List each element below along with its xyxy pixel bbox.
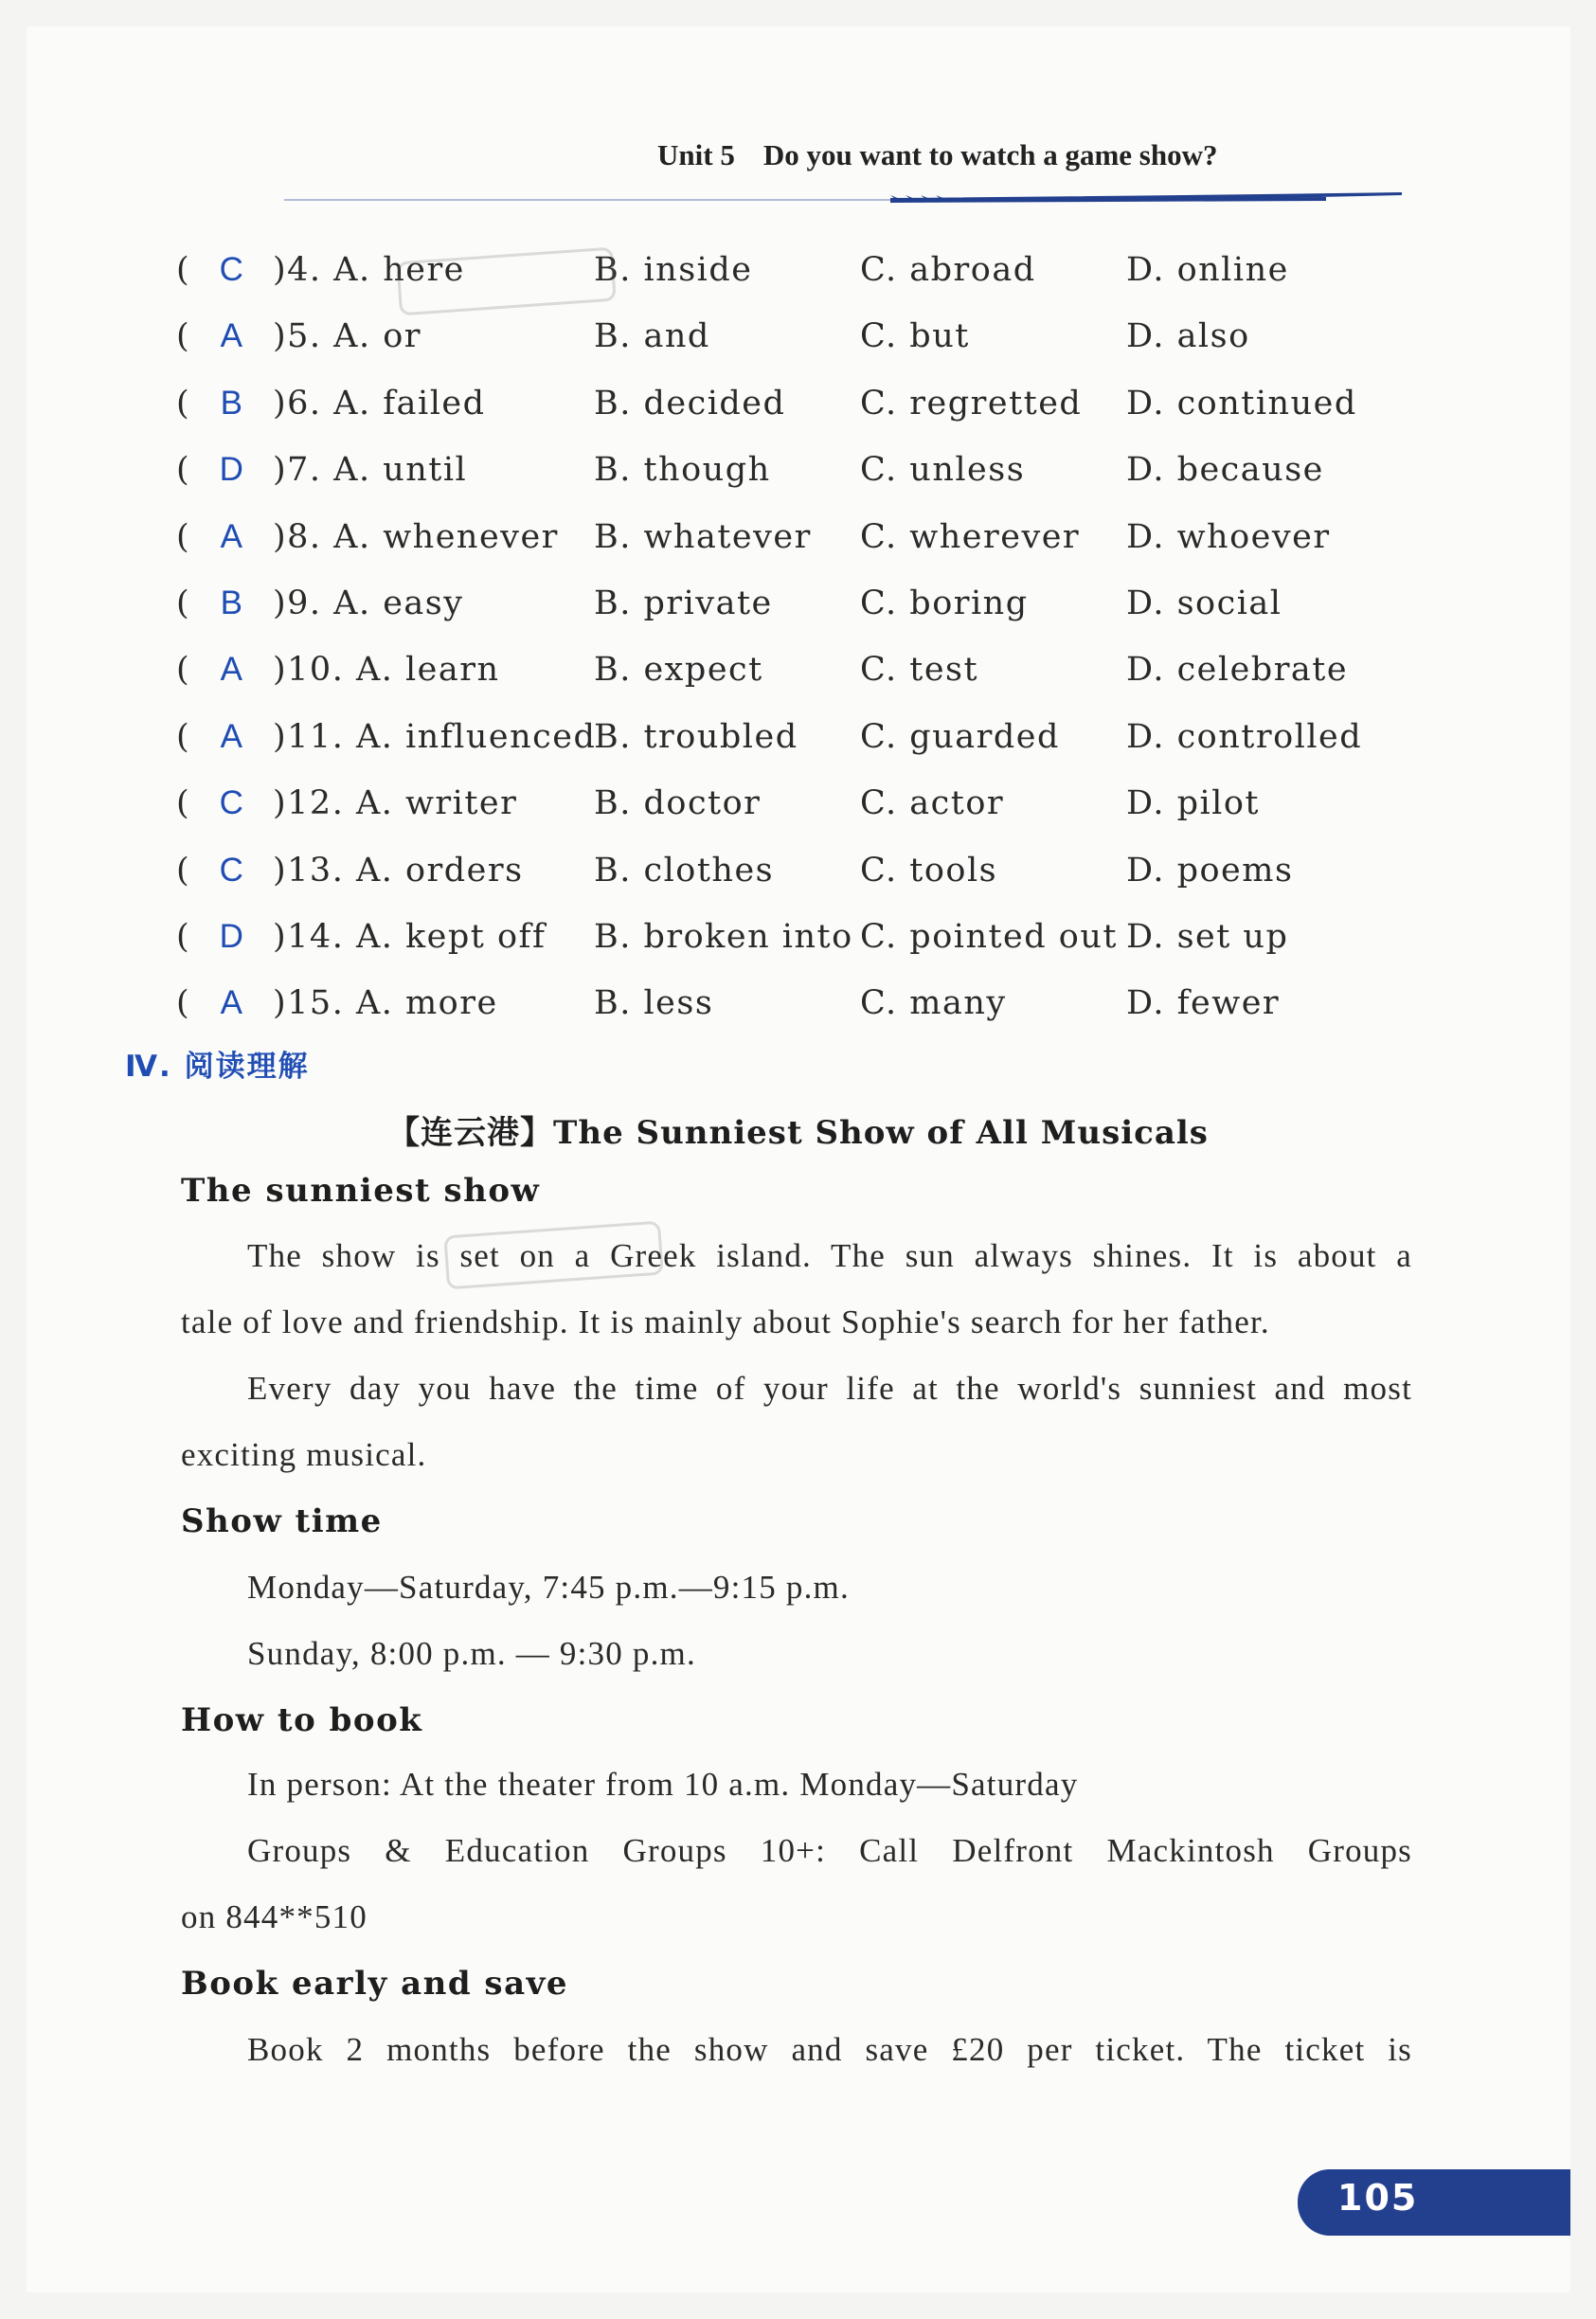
answer-letter: A: [220, 651, 244, 689]
answer-letter: D: [219, 917, 245, 955]
header-rule: [284, 192, 1402, 206]
booking-phone: on 844**510: [181, 1898, 368, 1935]
option-d: D. celebrate: [1126, 651, 1349, 690]
question-row: [0, 842, 1596, 908]
option-d: D. online: [1126, 251, 1289, 289]
option-b: B. private: [594, 584, 773, 622]
paren-open: (: [176, 584, 191, 622]
option-a: )11. A. influenced: [273, 717, 597, 756]
answer-letter: B: [220, 384, 244, 422]
option-c: C. pointed out: [860, 917, 1118, 956]
answer-letter: A: [220, 517, 244, 555]
paragraph-line: tale of love and friendship. It is mainly about Sophie's search for her father.: [181, 1303, 1270, 1340]
option-b: B. though: [594, 451, 771, 490]
question-row: [0, 375, 1596, 441]
question-list: [0, 242, 1596, 1042]
answer-letter: B: [220, 584, 244, 621]
option-a: )9. A. easy: [273, 584, 464, 622]
option-b: B. whatever: [594, 517, 812, 556]
subheading-how-to-book: How to book: [181, 1701, 423, 1739]
option-a: )8. A. whenever: [273, 517, 559, 556]
option-d: D. continued: [1126, 384, 1357, 422]
paren-open: (: [176, 651, 191, 690]
booking-groups: Groups & Education Groups 10+: Call Delfront Mackintosh Groups: [247, 1832, 1412, 1869]
option-d: D. whoever: [1126, 517, 1331, 556]
option-c: C. unless: [860, 451, 1026, 490]
option-a: )14. A. kept off: [273, 917, 547, 956]
question-row: [0, 509, 1596, 575]
paragraph-line: Every day you have the time of your life at the world's sunniest and most: [247, 1370, 1412, 1407]
option-d: D. because: [1126, 451, 1324, 490]
answer-letter: A: [220, 317, 244, 355]
option-d: D. set up: [1126, 917, 1289, 956]
option-c: C. guarded: [860, 717, 1060, 756]
show-time-sunday: Sunday, 8:00 p.m. — 9:30 p.m.: [247, 1635, 696, 1672]
paren-open: (: [176, 451, 191, 490]
paren-open: (: [176, 984, 191, 1023]
option-d: D. also: [1126, 317, 1250, 356]
option-d: D. fewer: [1126, 984, 1281, 1023]
paren-open: (: [176, 851, 191, 890]
option-b: B. decided: [594, 384, 786, 422]
paragraph-line: exciting musical.: [181, 1436, 427, 1473]
passage-title: 【连云港】The Sunniest Show of All Musicals: [387, 1114, 1209, 1152]
answer-letter: D: [219, 451, 245, 489]
option-b: B. clothes: [594, 851, 775, 890]
option-b: B. expect: [594, 651, 763, 690]
subheading-sunniest-show: The sunniest show: [181, 1172, 541, 1210]
question-row: [0, 908, 1596, 975]
option-d: D. social: [1126, 584, 1282, 622]
question-row: [0, 575, 1596, 641]
option-b: B. troubled: [594, 717, 798, 756]
answer-letter: C: [219, 851, 245, 889]
paren-open: (: [176, 317, 191, 356]
option-c: C. test: [860, 651, 979, 690]
option-a: )10. A. learn: [273, 651, 500, 690]
page-number: 105: [1337, 2177, 1419, 2219]
option-a: )6. A. failed: [273, 384, 486, 422]
option-b: B. less: [594, 984, 714, 1023]
option-a: )12. A. writer: [273, 784, 518, 823]
unit-title: Do you want to watch a game show?: [762, 138, 1218, 171]
option-a: )4. A. here: [273, 251, 465, 289]
option-c: C. actor: [860, 784, 1005, 823]
option-b: B. inside: [594, 251, 753, 289]
save-line: Book 2 months before the show and save £20 per ticket. The ticket is: [247, 2031, 1412, 2068]
option-c: C. but: [860, 317, 970, 356]
option-c: C. tools: [860, 851, 998, 890]
paren-open: (: [176, 917, 191, 956]
subheading-book-early: Book early and save: [181, 1965, 568, 2003]
show-time-weekday: Monday—Saturday, 7:45 p.m.—9:15 p.m.: [247, 1569, 850, 1606]
question-row: [0, 975, 1596, 1041]
option-c: C. regretted: [860, 384, 1083, 422]
answer-letter: C: [219, 251, 245, 288]
paren-open: (: [176, 717, 191, 756]
option-c: C. abroad: [860, 251, 1036, 289]
option-d: D. controlled: [1126, 717, 1363, 756]
option-a: )5. A. or: [273, 317, 422, 356]
option-c: C. many: [860, 984, 1007, 1023]
paren-open: (: [176, 784, 191, 823]
option-a: )13. A. orders: [273, 851, 524, 890]
section-title: Ⅳ. 阅读理解: [125, 1050, 310, 1084]
option-d: D. poems: [1126, 851, 1294, 890]
paren-open: (: [176, 517, 191, 556]
answer-letter: C: [219, 784, 245, 822]
option-b: B. broken into: [594, 917, 853, 956]
paren-open: (: [176, 384, 191, 422]
option-c: C. wherever: [860, 517, 1081, 556]
watermark-logo: [442, 1214, 665, 1308]
watermark-logo: [395, 241, 618, 334]
question-row: [0, 641, 1596, 708]
option-d: D. pilot: [1126, 784, 1260, 823]
question-row: [0, 775, 1596, 841]
paragraph-line: The show is set on a Greek island. The sun always shines. It is about a: [247, 1237, 1412, 1274]
question-row: [0, 441, 1596, 508]
option-c: C. boring: [860, 584, 1029, 622]
option-a: )7. A. until: [273, 451, 468, 490]
option-a: )15. A. more: [273, 984, 498, 1023]
option-b: B. doctor: [594, 784, 762, 823]
question-row: [0, 242, 1596, 308]
unit-label: Unit 5: [657, 138, 735, 171]
question-row: [0, 709, 1596, 775]
subheading-show-time: Show time: [181, 1502, 383, 1540]
option-b: B. and: [594, 317, 710, 356]
running-header: [657, 138, 1217, 172]
booking-in-person: In person: At the theater from 10 a.m. Monday—Saturday: [247, 1766, 1079, 1803]
question-row: [0, 308, 1596, 374]
answer-letter: A: [220, 984, 244, 1022]
paren-open: (: [176, 251, 191, 289]
answer-letter: A: [220, 717, 244, 755]
